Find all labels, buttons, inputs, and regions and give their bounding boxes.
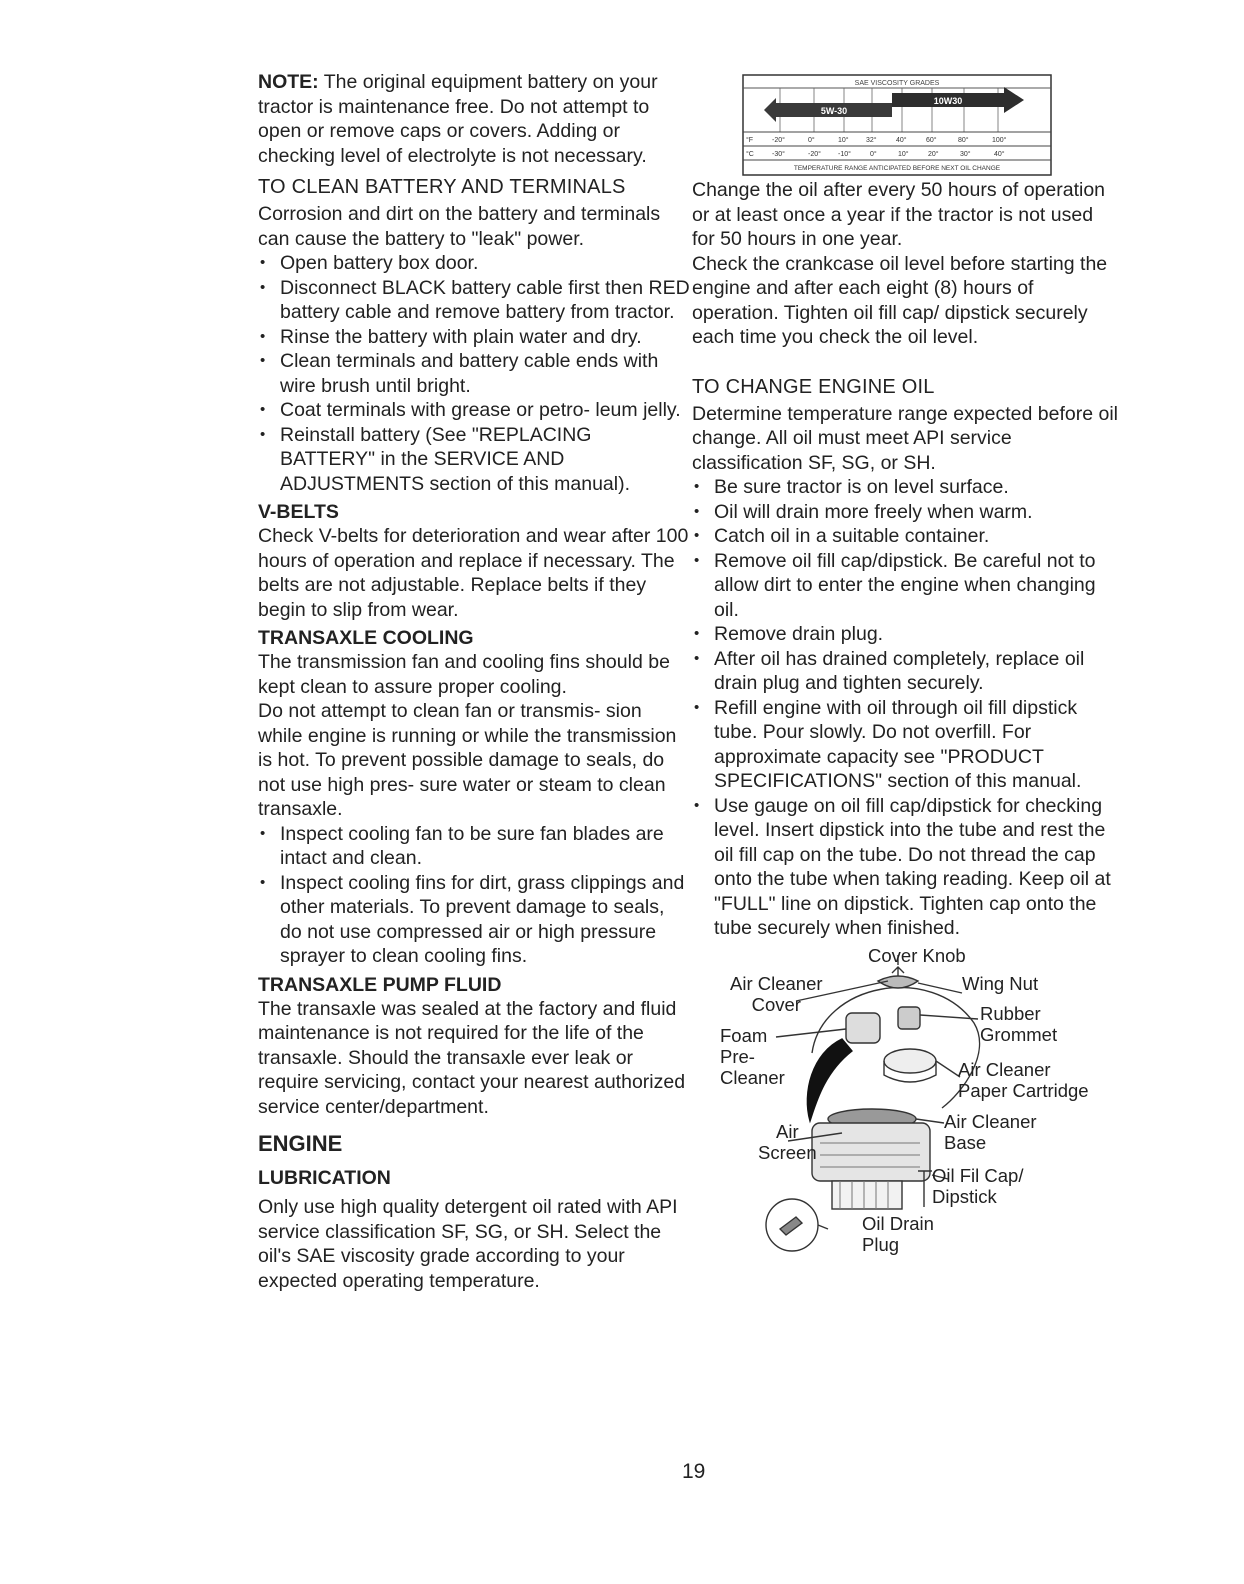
note-label: NOTE: — [258, 71, 319, 93]
chart-footer: TEMPERATURE RANGE ANTICIPATED BEFORE NEXT OIL CHANGE — [793, 165, 1001, 172]
tick-label: 40° — [994, 151, 1005, 158]
engine-block-shape — [812, 1123, 930, 1181]
vbelts-heading: V-BELTS — [258, 501, 339, 523]
list-item: • Disconnect BLACK battery cable first then RED battery cable and remove battery from tractor. — [258, 276, 690, 325]
paper-cartridge-shape — [884, 1049, 936, 1073]
lubrication-heading: LUBRICATION — [258, 1167, 391, 1189]
transaxle-text-2: Do not attempt to clean fan or transmis- sion while engine is running or while the transmission is hot. To prevent possible damage to seals, do not use high pres- sure water or steam to clean transaxle. — [258, 700, 677, 820]
chart-c-ticks — [746, 150, 1005, 158]
f-axis-label: °F — [746, 137, 754, 144]
oil-steps-list — [692, 475, 1118, 941]
change-engine-oil-heading: TO CHANGE ENGINE OIL — [692, 375, 935, 398]
list-item: • After oil has drained completely, replace oil drain plug and tighten securely. — [692, 647, 1118, 696]
tick-label: 40° — [896, 137, 907, 144]
grade-5w30-label: 5W-30 — [820, 106, 848, 116]
transaxle-cooling-heading: TRANSAXLE COOLING — [258, 627, 474, 649]
battery-steps-list — [258, 251, 690, 496]
leader-line — [776, 1029, 846, 1037]
leader-line — [936, 1061, 960, 1077]
list-item: • Refill engine with oil through oil fill dipstick tube. Pour slowly. Do not overfill. For approximate capacity see "PRODUCT SPECIFICATIONS" section of this manual. — [692, 696, 1118, 794]
left-column — [258, 70, 690, 1293]
grade-10w30-label: 10W30 — [933, 96, 963, 106]
right-column — [692, 70, 1118, 1273]
list-item: • Oil will drain more freely when warm. — [692, 500, 1118, 525]
chart-title: SAE VISCOSITY GRADES — [854, 80, 940, 87]
c-axis-label: °C — [746, 151, 754, 158]
leader-line — [818, 1225, 828, 1229]
clean-battery-heading: TO CLEAN BATTERY AND TERMINALS — [258, 176, 626, 198]
list-item: • Open battery box door. — [258, 251, 690, 276]
pump-text: The transaxle was sealed at the factory and fluid maintenance is not required for the life of the transaxle. Should the transaxle ever leak or require servicing, contact your nearest authorized service center/department. — [258, 997, 686, 1118]
label-rubber-grommet: Rubber Grommet — [980, 1002, 1058, 1045]
tick-label: -30° — [772, 151, 785, 158]
transaxle-steps-list — [258, 822, 690, 969]
transaxle-text-1: The transmission fan and cooling fins should be kept clean to assure proper cooling. — [258, 651, 670, 698]
air-cleaner-cover-shape — [807, 1039, 852, 1121]
change-oil-text-1: Change the oil after every 50 hours of operation or at least once a year if the tractor is not used for 50 hours in one year. — [692, 179, 1106, 250]
page-number: 19 — [682, 1460, 706, 1483]
lubrication-text: Only use high quality detergent oil rated with API service classification SF, SG, or SH. Select the oil's SAE viscosity grade according to your expected operating temperature. — [258, 1196, 678, 1292]
engine-heading: ENGINE — [258, 1131, 343, 1156]
tick-label: -10° — [838, 151, 851, 158]
transaxle-pump-heading: TRANSAXLE PUMP FLUID — [258, 973, 502, 996]
note-text: The original equipment battery on your tractor is maintenance free. Do not attempt to open or remove caps or covers. Adding or checking level of electrolyte is not necessary. — [258, 71, 658, 167]
label-paper-cartridge: Air Cleaner Paper Cartridge — [958, 1058, 1089, 1101]
label-oil-fill-cap: Oil Fil Cap/ Dipstick — [932, 1164, 1024, 1207]
list-item: • Remove drain plug. — [692, 622, 1118, 647]
engine-base-shape — [832, 1181, 902, 1209]
tick-label: 100° — [992, 137, 1007, 144]
note-paragraph — [258, 70, 690, 168]
tick-label: 80° — [958, 137, 969, 144]
tick-label: 0° — [808, 137, 815, 144]
tick-label: 60° — [926, 137, 937, 144]
vbelts-text: Check V-belts for deterioration and wear after 100 hours of operation and replace if necessary. The belts are not adjustable. Replace belts if they begin to slip from wear. — [258, 525, 689, 621]
air-cleaner-diagram — [692, 943, 1122, 1273]
viscosity-chart — [742, 74, 1052, 176]
oil-intro: Determine temperature range expected before oil change. All oil must meet API service classification SF, SG, or SH. — [692, 402, 1118, 474]
label-oil-drain-plug: Oil Drain Plug — [862, 1212, 934, 1255]
list-item: • Catch oil in a suitable container. — [692, 524, 1118, 549]
leader-line — [918, 983, 962, 993]
label-air-cleaner-base: Air Cleaner Base — [944, 1110, 1037, 1153]
label-air-cleaner-cover: Air Cleaner Cover — [730, 972, 823, 1015]
tick-label: 10° — [898, 151, 909, 158]
list-item: • Clean terminals and battery cable ends with wire brush until bright. — [258, 349, 690, 398]
tick-label: -20° — [808, 151, 821, 158]
tick-label: 0° — [870, 151, 877, 158]
label-foam-precleaner: Foam Pre- Cleaner — [720, 1024, 785, 1088]
change-oil-text-2: Check the crankcase oil level before starting the engine and after each eight (8) hours of operation. Tighten oil fill cap/ dipstick securely each time you check the oil level. — [692, 252, 1108, 348]
label-cover-knob: Cover Knob — [868, 944, 966, 966]
list-item: • Remove oil fill cap/dipstick. Be careful not to allow dirt to enter the engine when changing oil. — [692, 549, 1118, 623]
tick-label: -20° — [772, 137, 785, 144]
battery-intro: Corrosion and dirt on the battery and terminals can cause the battery to "leak" power. — [258, 203, 661, 250]
list-item: • Use gauge on oil fill cap/dipstick for checking level. Insert dipstick into the tube and rest the oil fill cap on the tube. Do not thread the cap onto the tube when taking reading. Keep oil at "FULL" line on dipstick. Tighten cap onto the tube securely when finished. — [692, 794, 1118, 941]
list-item: • Rinse the battery with plain water and dry. — [258, 325, 690, 350]
tick-label: 30° — [960, 151, 971, 158]
list-item: • Inspect cooling fan to be sure fan blades are intact and clean. — [258, 822, 690, 871]
foam-precleaner-shape — [846, 1013, 880, 1043]
rubber-grommet-shape — [898, 1007, 920, 1029]
tick-label: 10° — [838, 137, 849, 144]
list-item: • Be sure tractor is on level surface. — [692, 475, 1118, 500]
label-air-screen: Air Screen — [758, 1120, 817, 1163]
tick-label: 20° — [928, 151, 939, 158]
tick-label: 32° — [866, 137, 877, 144]
list-item: • Reinstall battery (See "REPLACING BATTERY" in the SERVICE AND ADJUSTMENTS section of this manual). — [258, 423, 690, 497]
list-item: • Inspect cooling fins for dirt, grass clippings and other materials. To prevent damage to seals, do not use compressed air or high pressure sprayer to clean cooling fins. — [258, 871, 690, 969]
label-wing-nut: Wing Nut — [962, 972, 1039, 994]
list-item: • Coat terminals with grease or petro- leum jelly. — [258, 398, 690, 423]
